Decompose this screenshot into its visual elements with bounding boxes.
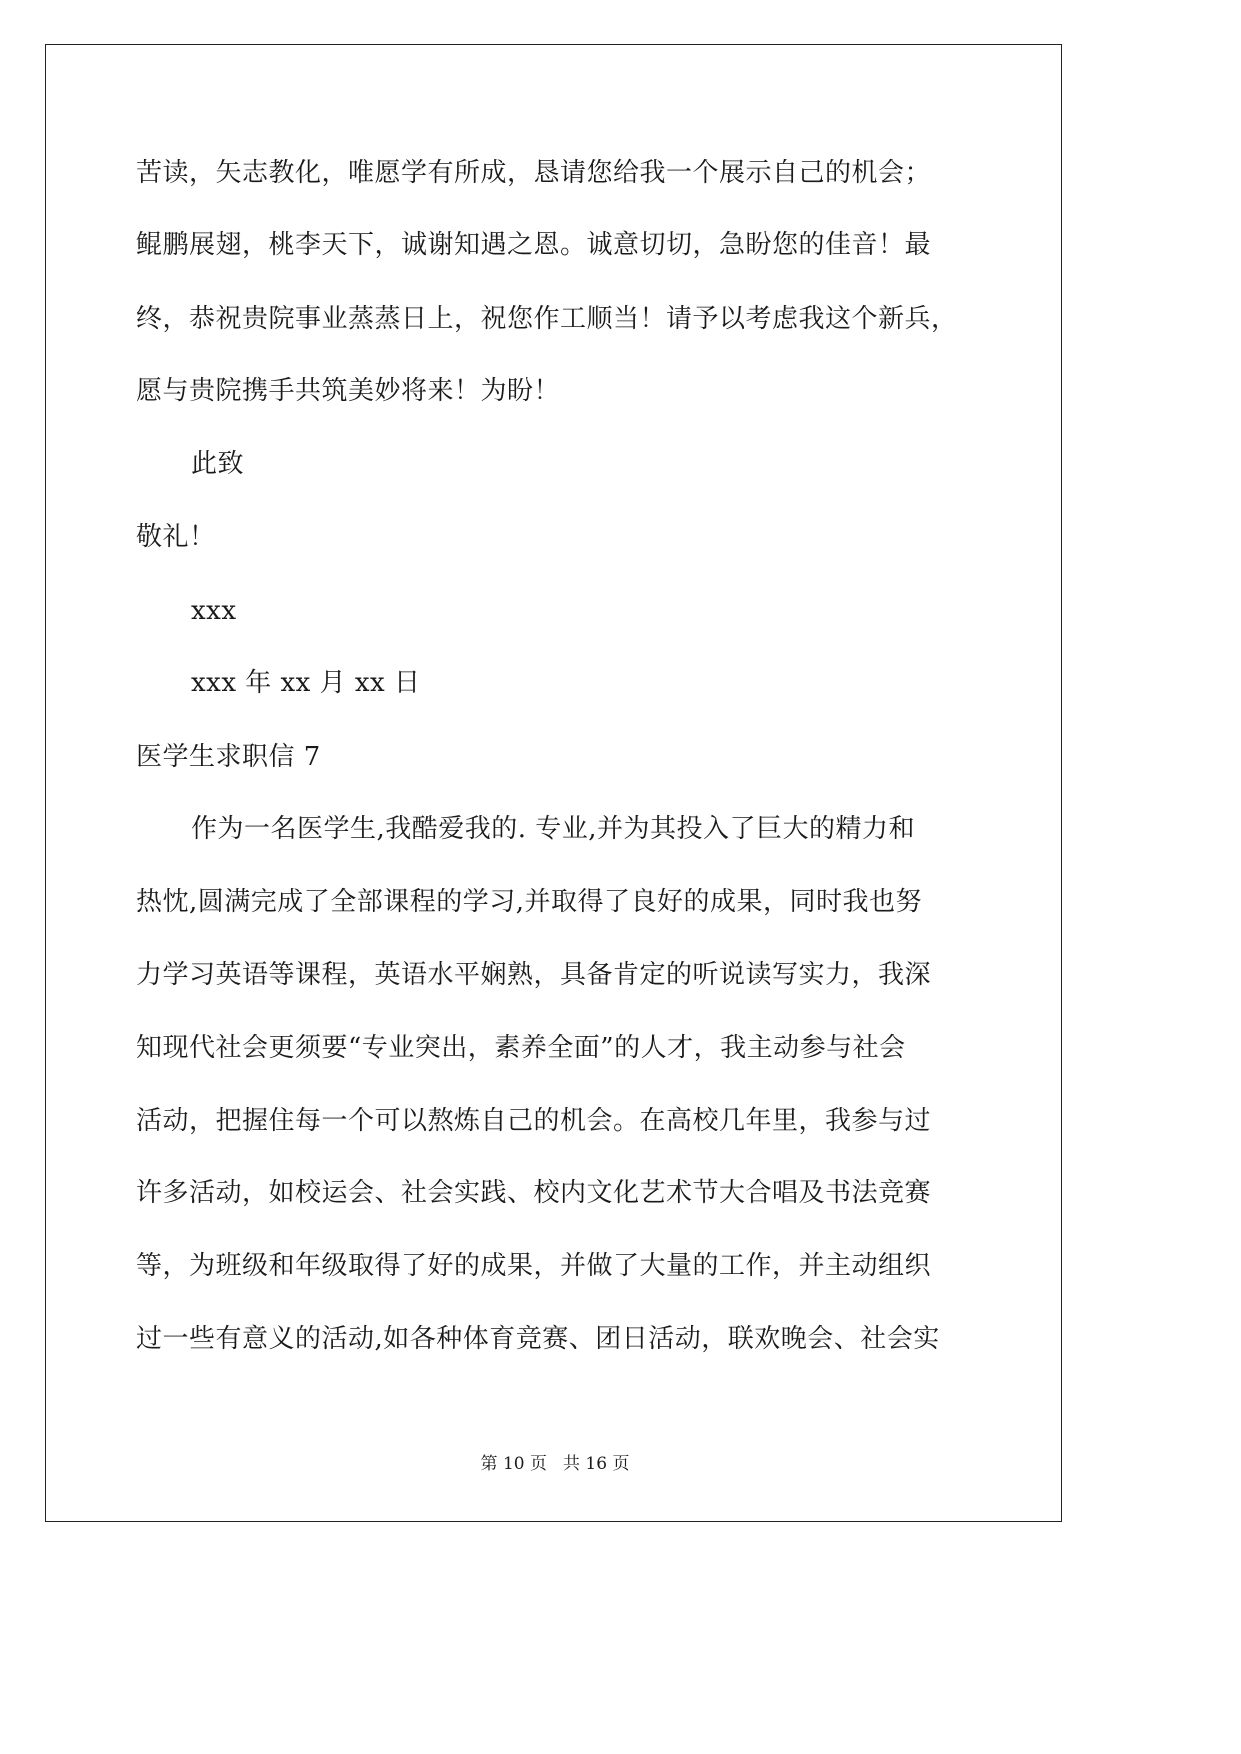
signature-date: xxx 年 xx 月 xx 日 [191,668,421,698]
body-line-9: 活动，把握住每一个可以熬炼自己的机会。在高校几年里，我参与过 [136,1106,932,1136]
page-number-total: 共 16 页 [563,1454,630,1474]
body-line-10: 许多活动，如校运会、社会实践、校内文化艺术节大合唱及书法竞赛 [136,1178,932,1208]
section-heading: 医学生求职信 7 [136,742,321,772]
body-line-1: 苦读，矢志教化，唯愿学有所成，恳请您给我一个展示自己的机会； [136,158,932,188]
body-line-8: 知现代社会更须要“专业突出，素养全面”的人才，我主动参与社会 [136,1033,906,1063]
page-frame [45,44,1062,1522]
body-line-5: 作为一名医学生,我酷爱我的. 专业,并为其投入了巨大的精力和 [191,814,916,844]
closing-regards: 敬礼！ [136,522,216,552]
page-footer [0,1452,1110,1476]
closing-salutation: 此致 [191,449,245,479]
body-line-2: 鲲鹏展翅，桃李天下，诚谢知遇之恩。诚意切切，急盼您的佳音！最 [136,230,932,260]
body-line-6: 热忱,圆满完成了全部课程的学习,并取得了良好的成果，同时我也努 [136,887,923,917]
page-number-current: 第 10 页 [480,1454,547,1474]
body-line-3: 终，恭祝贵院事业蒸蒸日上，祝您作工顺当！请予以考虑我这个新兵， [136,304,958,334]
body-line-11: 等，为班级和年级取得了好的成果，并做了大量的工作，并主动组织 [136,1251,932,1281]
body-line-7: 力学习英语等课程，英语水平娴熟，具备肯定的听说读写实力，我深 [136,960,932,990]
signature-name: xxx [191,596,237,626]
body-line-4: 愿与贵院携手共筑美妙将来！为盼！ [136,376,561,406]
body-line-12: 过一些有意义的活动,如各种体育竞赛、团日活动，联欢晚会、社会实 [136,1324,940,1354]
